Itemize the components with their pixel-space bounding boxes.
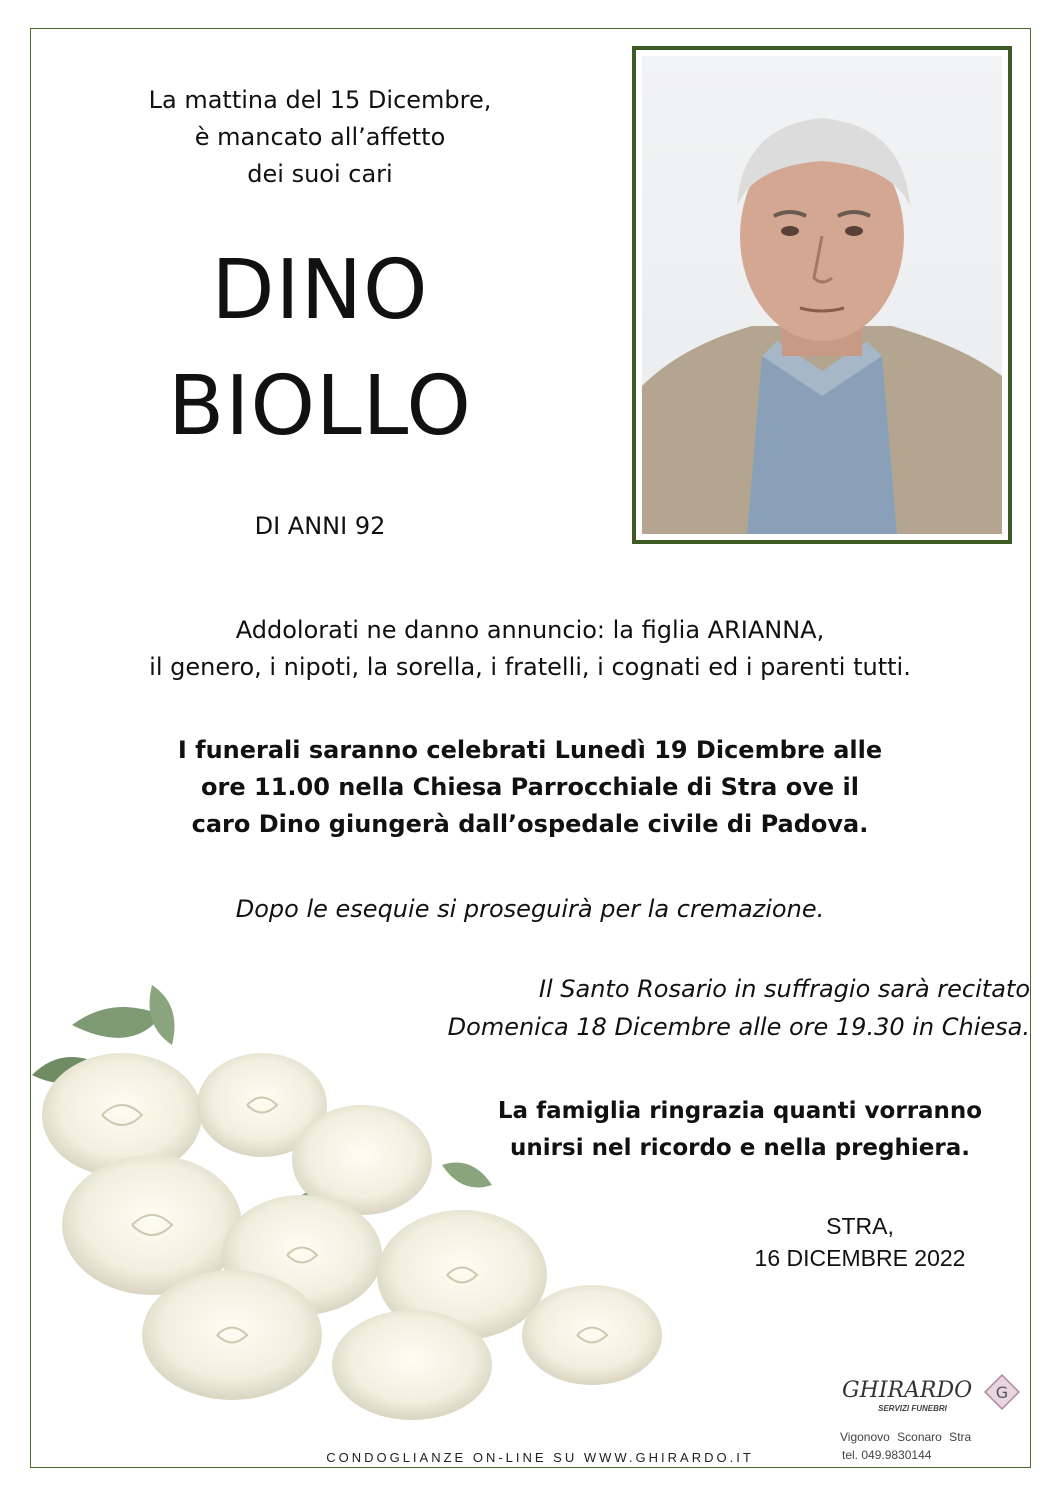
condolences-footer: CONDOGLIANZE ON-LINE SU WWW.GHIRARDO.IT [326, 1450, 754, 1465]
cremation-note: Dopo le esequie si proseguirà per la cremazione. [235, 895, 825, 923]
brand-logo-letter: G [995, 1383, 1009, 1402]
intro-line-3: dei suoi cari [247, 160, 393, 188]
intro-line-1: La mattina del 15 Dicembre, [148, 86, 492, 114]
funeral-details [60, 732, 1000, 843]
place-date [720, 1210, 1000, 1274]
portrait-frame [632, 46, 1012, 544]
thanks-line-2: unirsi nel ricordo e nella preghiera. [510, 1135, 970, 1161]
deceased-last-name: BIOLLO [168, 359, 472, 454]
brand-towns: Vigonovo Sconaro Stra [840, 1430, 972, 1444]
thanks-line-1: La famiglia ringrazia quanti vorranno [497, 1098, 983, 1124]
announcement-line-1: Addolorati ne danno annuncio: la figlia ARIANNA, [235, 616, 825, 644]
place: STRA, [826, 1213, 894, 1239]
funeral-line-2: ore 11.00 nella Chiesa Parrocchiale di Stra ove il [201, 773, 859, 801]
intro-line-2: è mancato all’affetto [194, 123, 446, 151]
funeral-line-1: I funerali saranno celebrati Lunedì 19 Dicembre alle [177, 736, 883, 764]
rosary-note [330, 970, 1030, 1046]
funeral-line-3: caro Dino giungerà dall’ospedale civile di Padova. [191, 810, 869, 838]
portrait-photo [642, 56, 1002, 534]
announcement-line-2: il genero, i nipoti, la sorella, i fratelli, i cognati ed i parenti tutti. [149, 653, 911, 681]
intro-text [90, 82, 550, 193]
rosary-line-2: Domenica 18 Dicembre alle ore 19.30 in Chiesa. [447, 1013, 1030, 1041]
deceased-age: DI ANNI 92 [254, 512, 386, 540]
brand-logo-icon [982, 1372, 1022, 1412]
rosary-line-1: Il Santo Rosario in suffragio sarà recitato [538, 975, 1030, 1003]
brand-phone: tel. 049.9830144 [842, 1448, 932, 1462]
date: 16 DICEMBRE 2022 [754, 1245, 966, 1271]
white-roses-image [32, 985, 712, 1435]
portrait-illustration [642, 56, 1002, 534]
deceased-first-name: DINO [211, 243, 429, 338]
announcement [60, 612, 1000, 686]
brand-name: GHIRARDO [842, 1378, 973, 1403]
family-thanks [470, 1093, 1010, 1167]
brand-subtitle: SERVIZI FUNEBRI [878, 1404, 947, 1413]
